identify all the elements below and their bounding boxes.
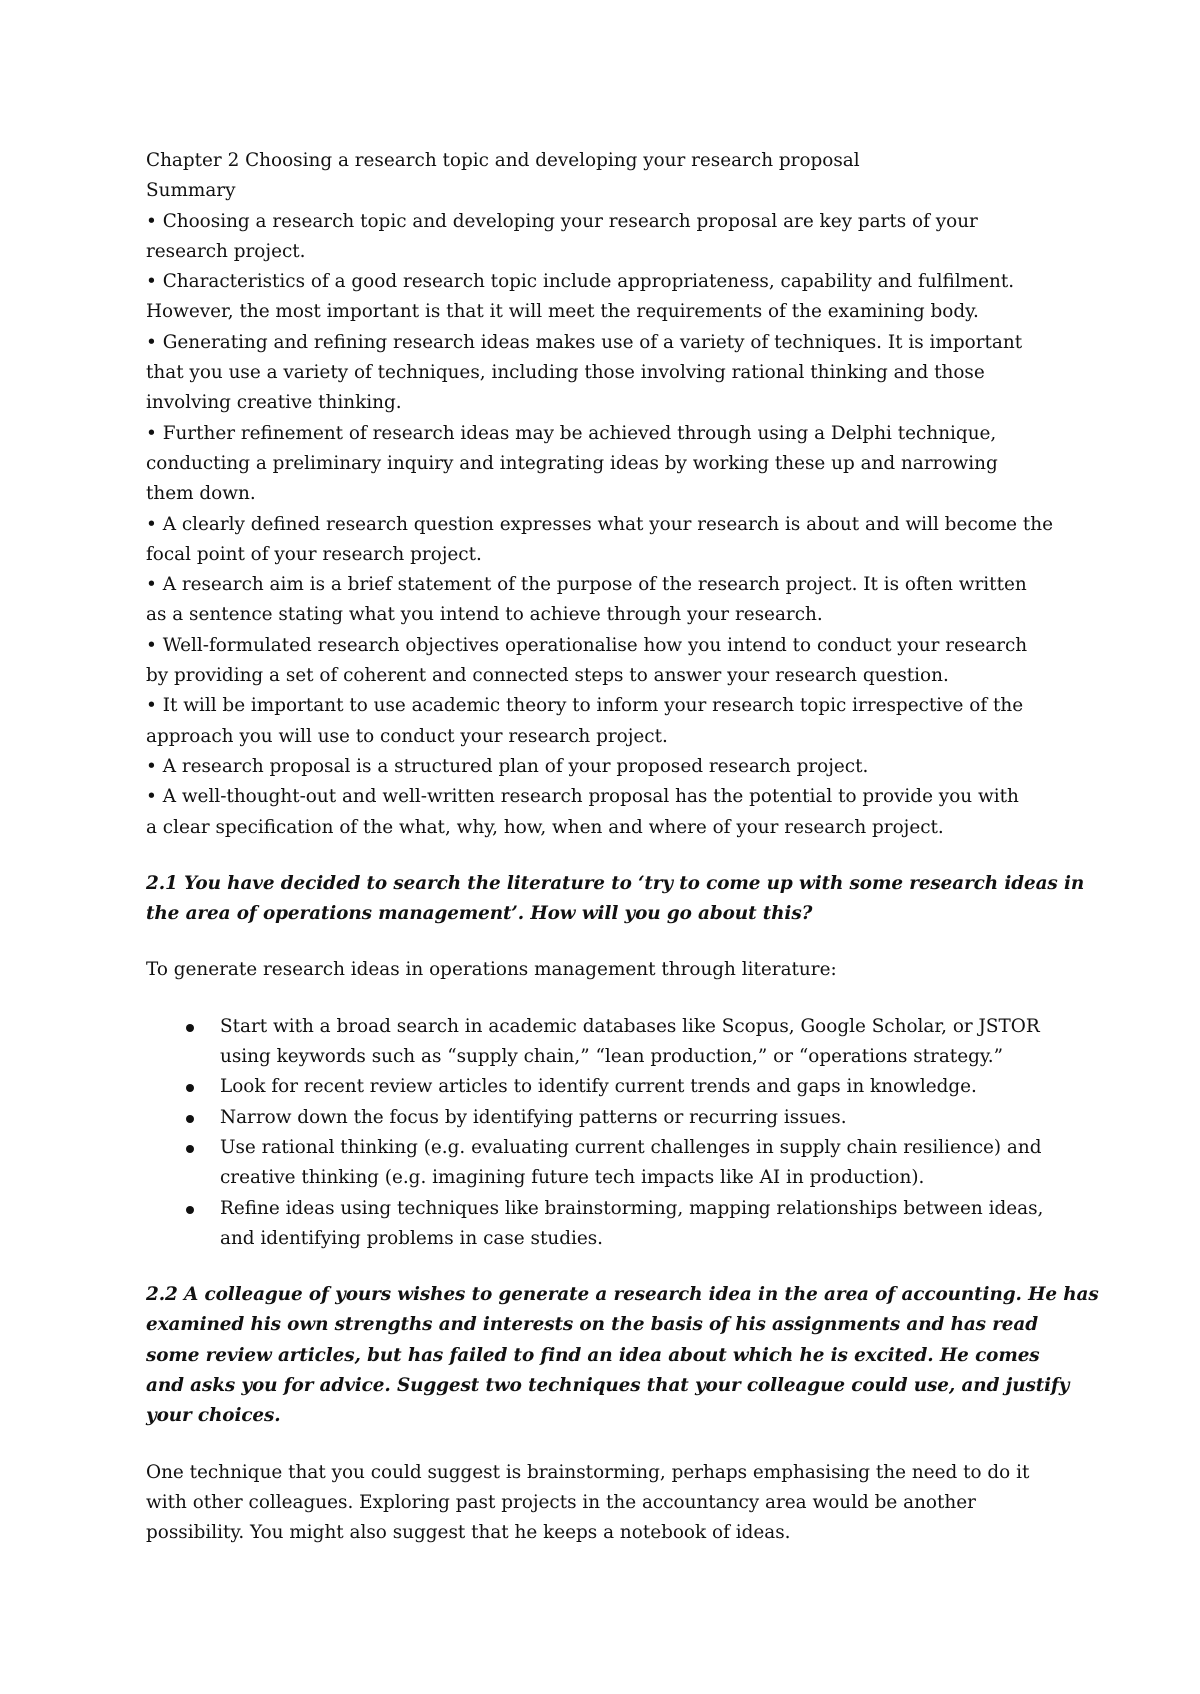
question-2-1 [146,869,1085,930]
summary-line: • Further refinement of research ideas may be achieved through using a Delphi technique, [146,422,997,444]
question-line: the area of operations management’. How will you go about this? [146,903,813,925]
bullet-dot [186,1084,194,1092]
spacer [146,843,1066,869]
question-line: 2.1 You have decided to search the literature to ‘try to come up with some research ideas in [146,872,1085,894]
list-item [146,1072,1066,1102]
spacer [146,1254,1066,1280]
summary-line: • A well-thought-out and well-written research proposal has the potential to provide you with [146,786,1019,808]
bullet-dot [186,1206,194,1214]
summary-label: Summary [146,180,236,202]
question-line: 2.2 A colleague of yours wishes to generate a research idea in the area of accounting. He has [146,1284,1099,1306]
question-line: some review articles, but has failed to find an idea about which he is excited. He comes [146,1344,1040,1366]
list-item [146,1133,1066,1194]
bullet-dot [186,1024,194,1032]
spacer [146,986,1066,1012]
summary-list [146,207,1066,843]
summary-line: by providing a set of coherent and connected steps to answer your research question. [146,665,949,687]
spacer [146,929,1066,955]
list-item-line: creative thinking (e.g. imagining future tech impacts like AI in production). [220,1167,925,1189]
list-item-line: Narrow down the focus by identifying patterns or recurring issues. [220,1106,847,1128]
answer-line: with other colleagues. Exploring past projects in the accountancy area would be another [146,1491,976,1513]
summary-line: them down. [146,483,256,505]
list-item-line: Look for recent review articles to identify current trends and gaps in knowledge. [220,1076,977,1098]
bullet-dot [186,1145,194,1153]
summary-line: • A research proposal is a structured plan of your proposed research project. [146,755,869,777]
list-item [146,1194,1066,1255]
list-item [146,1012,1066,1073]
question-2-2 [146,1280,1099,1431]
answer-2-1-intro [146,955,1066,985]
summary-line: focal point of your research project. [146,543,482,565]
list-item-line: Use rational thinking (e.g. evaluating current challenges in supply chain resilience) and [220,1136,1042,1158]
summary-line: • Generating and refining research ideas makes use of a variety of techniques. It is important [146,331,1023,353]
question-line: and asks you for advice. Suggest two techniques that your colleague could use, and justify [146,1374,1070,1396]
answer-2-1-bullets [146,1012,1066,1254]
answer-intro: To generate research ideas in operations management through literature: [146,959,837,981]
answer-line: One technique that you could suggest is brainstorming, perhaps emphasising the need to do it [146,1461,1030,1483]
summary-line: that you use a variety of techniques, including those involving rational thinking and those [146,362,985,384]
list-item [146,1103,1066,1133]
summary-line: conducting a preliminary inquiry and integrating ideas by working these up and narrowing [146,452,998,474]
answer-line: possibility. You might also suggest that he keeps a notebook of ideas. [146,1522,791,1544]
answer-2-2 [146,1458,1066,1549]
document-page [146,146,1099,1548]
summary-line: However, the most important is that it will meet the requirements of the examining body. [146,301,979,323]
summary-line: involving creative thinking. [146,392,402,414]
summary-line: approach you will use to conduct your research project. [146,725,668,747]
spacer [146,1432,1066,1458]
summary-line: • A research aim is a brief statement of the purpose of the research project. It is often written [146,574,1027,596]
list-item-line: using keywords such as “supply chain,” “lean production,” or “operations strategy.” [220,1046,1004,1068]
summary-line: • Well-formulated research objectives operationalise how you intend to conduct your research [146,634,1028,656]
question-line: examined his own strengths and interests on the basis of his assignments and has read [146,1314,1038,1336]
summary-line: • Choosing a research topic and developing your research proposal are key parts of your [146,210,978,232]
chapter-heading-block [146,146,1066,207]
summary-line: a clear specification of the what, why, how, when and where of your research project. [146,816,944,838]
summary-line: as a sentence stating what you intend to achieve through your research. [146,604,823,626]
list-item-line: Start with a broad search in academic databases like Scopus, Google Scholar, or JSTOR [220,1015,1040,1037]
question-line: your choices. [146,1405,281,1427]
list-item-line: and identifying problems in case studies. [220,1227,604,1249]
bullet-dot [186,1115,194,1123]
chapter-heading: Chapter 2 Choosing a research topic and developing your research proposal [146,150,860,171]
summary-line: • Characteristics of a good research topic include appropriateness, capability and fulfilment. [146,271,1015,293]
summary-line: • A clearly defined research question expresses what your research is about and will become the [146,513,1053,535]
summary-line: • It will be important to use academic theory to inform your research topic irrespective of the [146,695,1024,717]
list-item-line: Refine ideas using techniques like brainstorming, mapping relationships between ideas, [220,1197,1044,1219]
summary-line: research project. [146,240,306,262]
